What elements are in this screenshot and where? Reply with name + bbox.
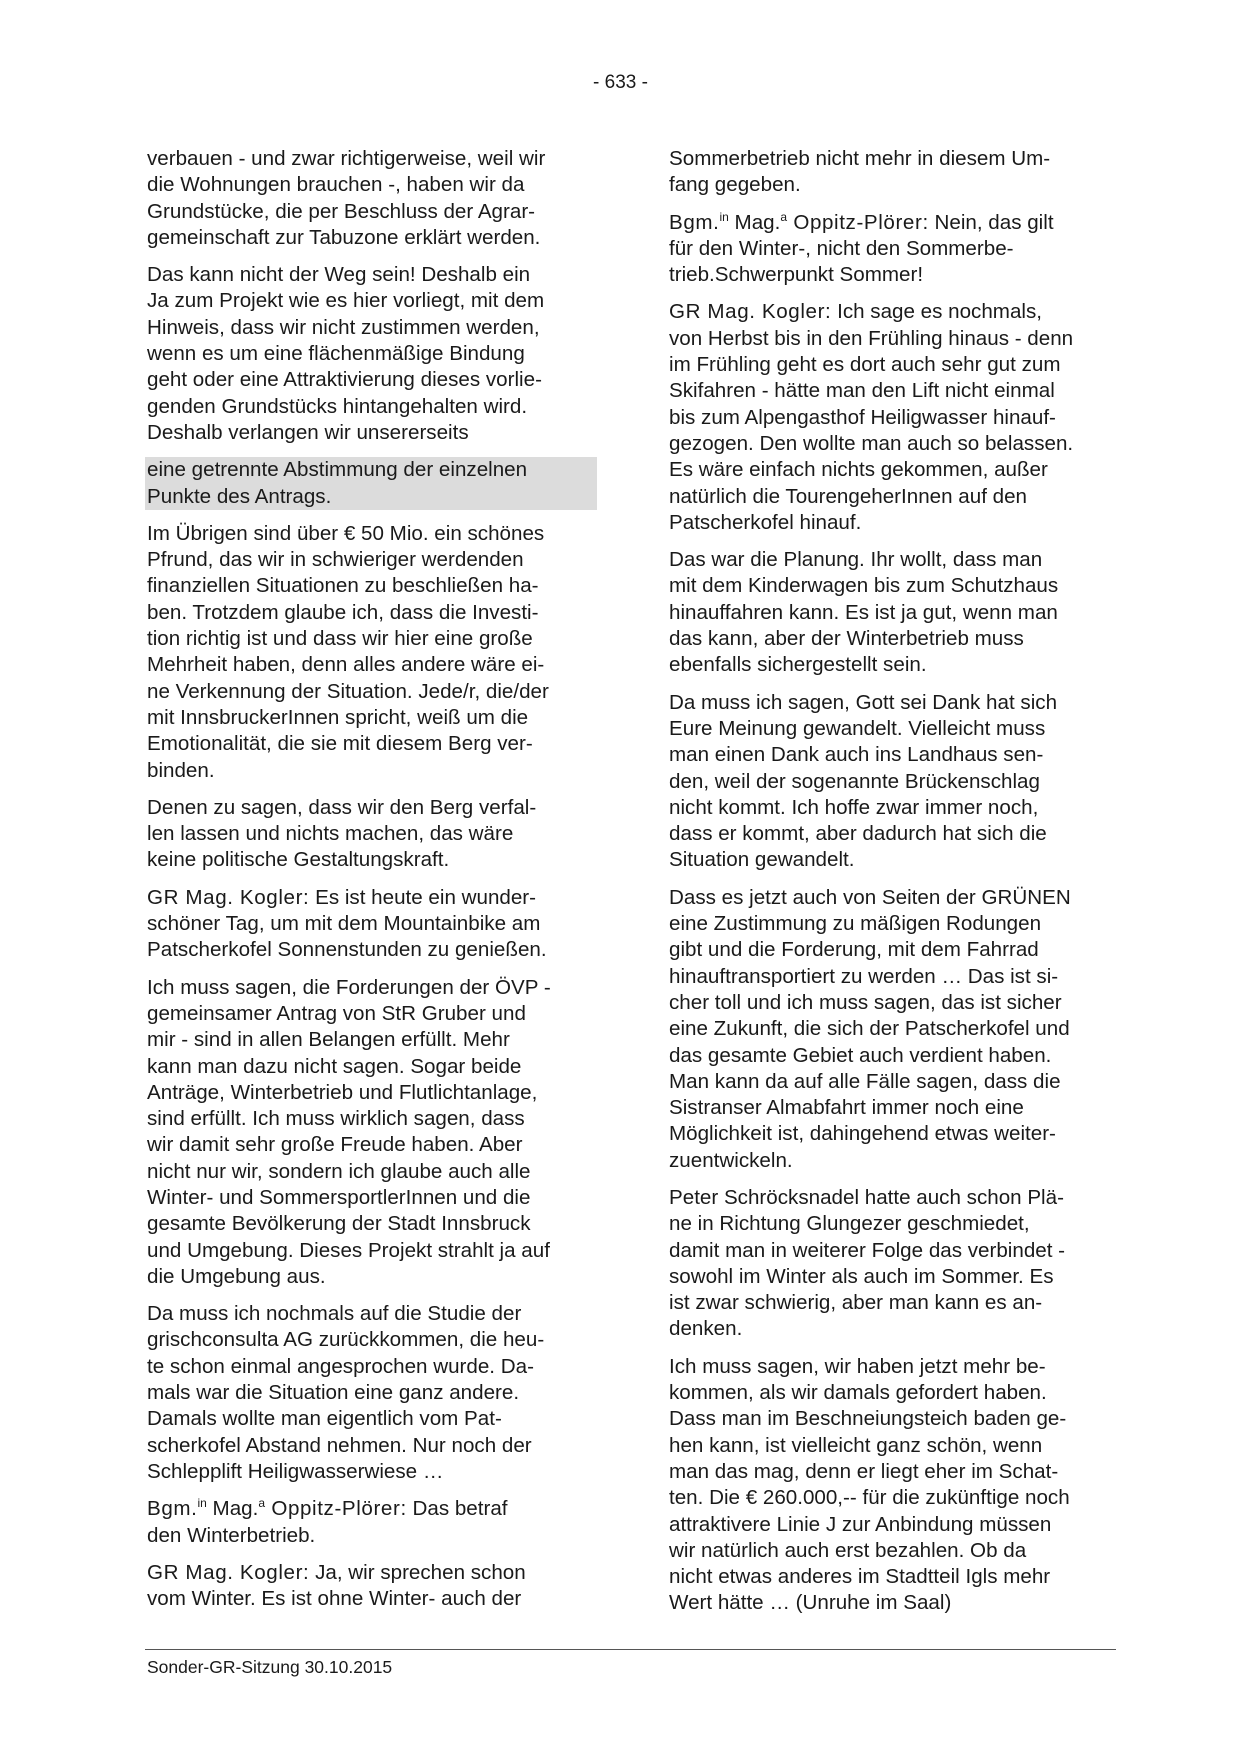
paragraph: Sommerbetrieb nicht mehr in diesem Um- fang gegeben. [669, 147, 1051, 197]
paragraph: Denen zu sagen, dass wir den Berg verfal- len lassen und nichts machen, das wäre keine politische Gestaltungskraft. [147, 795, 537, 872]
speech-text: Ja, wir sprechen schon vom Winter. Es ist ohne Winter- auch der [147, 1560, 526, 1611]
speech-text: Das betraf den Winterbetrieb. [147, 1497, 508, 1547]
speech-text: Nein, das gilt für den Winter-, nicht den Sommerbe- trieb.Schwerpunkt Sommer! [669, 210, 1054, 287]
paragraph: Peter Schröcksnadel hatte auch schon Plä- ne in Richtung Glungezer geschmiedet, damit man in weiterer Folge das verbindet - sowohl im Winter als auch im Sommer. Es ist zwar schwierig, aber man kann es an- denken. [669, 1185, 1066, 1341]
speaker-name: Oppitz-Plörer: [265, 1497, 407, 1521]
paragraph: Da muss ich nochmals auf die Studie der grischconsulta AG zurückkommen, die heu- te schon einmal angesprochen wurde. Da- mals war die Situation eine ganz andere. Damals wollte man eigentlich vom Pat- scherkofel Abstand nehmen. Nur noch der Schlepplift Heiligwasserwiese … [147, 1302, 545, 1483]
page-number: - 633 - [593, 72, 648, 93]
paragraph: Im Übrigen sind über € 50 Mio. ein schönes Pfrund, das wir in schwieriger werdenden finanziellen Situationen zu beschließen ha- ben. Trotzdem glaube ich, dass die Investi- tion richtig ist und dass wir hier eine große Mehrheit haben, denn alles andere wäre ei- ne Verkennung der Situation. Jede/r, die/der mit InnsbruckerInnen spricht, weiß um die Emotionalität, die sie mit diesem Berg ver- binden. [147, 521, 549, 782]
paragraph: Dass es jetzt auch von Seiten der GRÜNEN eine Zustimmung zu mäßigen Rodungen gibt und die Forderung, mit dem Fahrrad hinauftransportiert zu werden … Das ist si- cher toll und ich muss sagen, das ist sicher eine Zukunft, die sich der Patscherkofel und das gesamte Gebiet auch verdient haben. Man kann da auf alle Fälle sagen, dass die Sistranser Almabfahrt immer noch eine Möglichkeit ist, dahingehend etwas weiter- zuentwickeln. [669, 885, 1071, 1172]
speech-text: Ich sage es nochmals, von Herbst bis in den Frühling hinaus - denn im Frühling geht es dort auch sehr gut zum Skifahren - hätte man den Lift nicht einmal bis zum Alpengasthof Heiligwasser hinauf- gezogen. Den wollte man auch so belassen. Es wäre einfach nichts gekommen, außer natürlich die TourengeherInnen auf den Patscherkofel hinauf. [669, 300, 1074, 534]
superscript: a [780, 209, 788, 224]
speaker-title: Mag. [206, 1497, 259, 1521]
speaker-name: GR Mag. Kogler: [147, 1560, 310, 1584]
superscript: a [258, 1496, 266, 1511]
speaker-title: Mag. [728, 210, 781, 234]
footer-session-label: Sonder-GR-Sitzung 30.10.2015 [147, 1657, 393, 1677]
paragraph: Das kann nicht der Weg sein! Deshalb ein Ja zum Projekt wie es hier vorliegt, mit dem Hinweis, dass wir nicht zustimmen werden, wenn es um eine flächenmäßige Bindung geht oder eine Attraktivierung dieses vorlie- genden Grundstücks hintangehalten wird. Deshalb verlangen wir unsererseits [147, 263, 545, 444]
right-column [669, 146, 1119, 1628]
paragraph: Ich muss sagen, wir haben jetzt mehr be- kommen, als wir damals gefordert haben. Dass man im Beschneiungsteich baden ge- hen kann, ist vielleicht ganz schön, wenn man das mag, denn er liegt eher im Schat- ten. Die € 260.000,-- für die zukünftige noch attraktivere Linie J zur Anbindung müssen wir natürlich auch erst bezahlen. Ob da nicht etwas anderes im Stadtteil Igls mehr Wert hätte … (Unruhe im Saal) [669, 1354, 1070, 1615]
speaker-name: Oppitz-Plörer: [787, 210, 929, 234]
speech-paragraph [147, 1496, 597, 1549]
speech-paragraph [669, 210, 1119, 289]
speech-paragraph [669, 299, 1119, 536]
speaker-title: Bgm. [669, 210, 720, 234]
speech-text: Es ist heute ein wunder- schöner Tag, um mit dem Mountainbike am Patscherkofel Sonnenstunden zu genießen. [147, 885, 547, 962]
superscript: in [197, 1496, 207, 1511]
highlighted-paragraph: eine getrennte Abstimmung der einzelnen Punkte des Antrags. [145, 457, 597, 510]
speech-paragraph [147, 885, 597, 964]
paragraph: Da muss ich sagen, Gott sei Dank hat sich Eure Meinung gewandelt. Vielleicht muss man einen Dank auch ins Landhaus sen- den, weil der sogenannte Brückenschlag nicht kommt. Ich hoffe zwar immer noch, dass er kommt, aber dadurch hat sich die Situation gewandelt. [669, 690, 1058, 872]
footer-divider [145, 1649, 1116, 1650]
speaker-name: GR Mag. Kogler: [669, 300, 832, 324]
speaker-name: GR Mag. Kogler: [147, 885, 310, 909]
paragraph: Das war die Planung. Ihr wollt, dass man mit dem Kinderwagen bis zum Schutzhaus hinauffahren kann. Es ist ja gut, wenn man das kann, aber der Winterbetrieb muss ebenfalls sichergestellt sein. [669, 548, 1059, 677]
paragraph: Ich muss sagen, die Forderungen der ÖVP - gemeinsamer Antrag von StR Gruber und mir - sind in allen Belangen erfüllt. Mehr kann man dazu nicht sagen. Sogar beide Anträge, Winterbetrieb und Flutlichtanlage, sind erfüllt. Ich muss wirklich sagen, dass wir damit sehr große Freude haben. Aber nicht nur wir, sondern ich glaube auch alle Winter- und SommersportlerInnen und die gesamte Bevölkerung der Stadt Innsbruck und Umgebung. Dieses Projekt strahlt ja auf die Umgebung aus. [147, 975, 551, 1288]
speaker-title: Bgm. [147, 1497, 198, 1521]
paragraph: verbauen - und zwar richtigerweise, weil wir die Wohnungen brauchen -, haben wir da Grundstücke, die per Beschluss der Agrar- gemeinschaft zur Tabuzone erklärt werden. [147, 147, 546, 249]
left-column [147, 146, 597, 1623]
speech-paragraph [147, 1560, 597, 1613]
superscript: in [719, 209, 729, 224]
